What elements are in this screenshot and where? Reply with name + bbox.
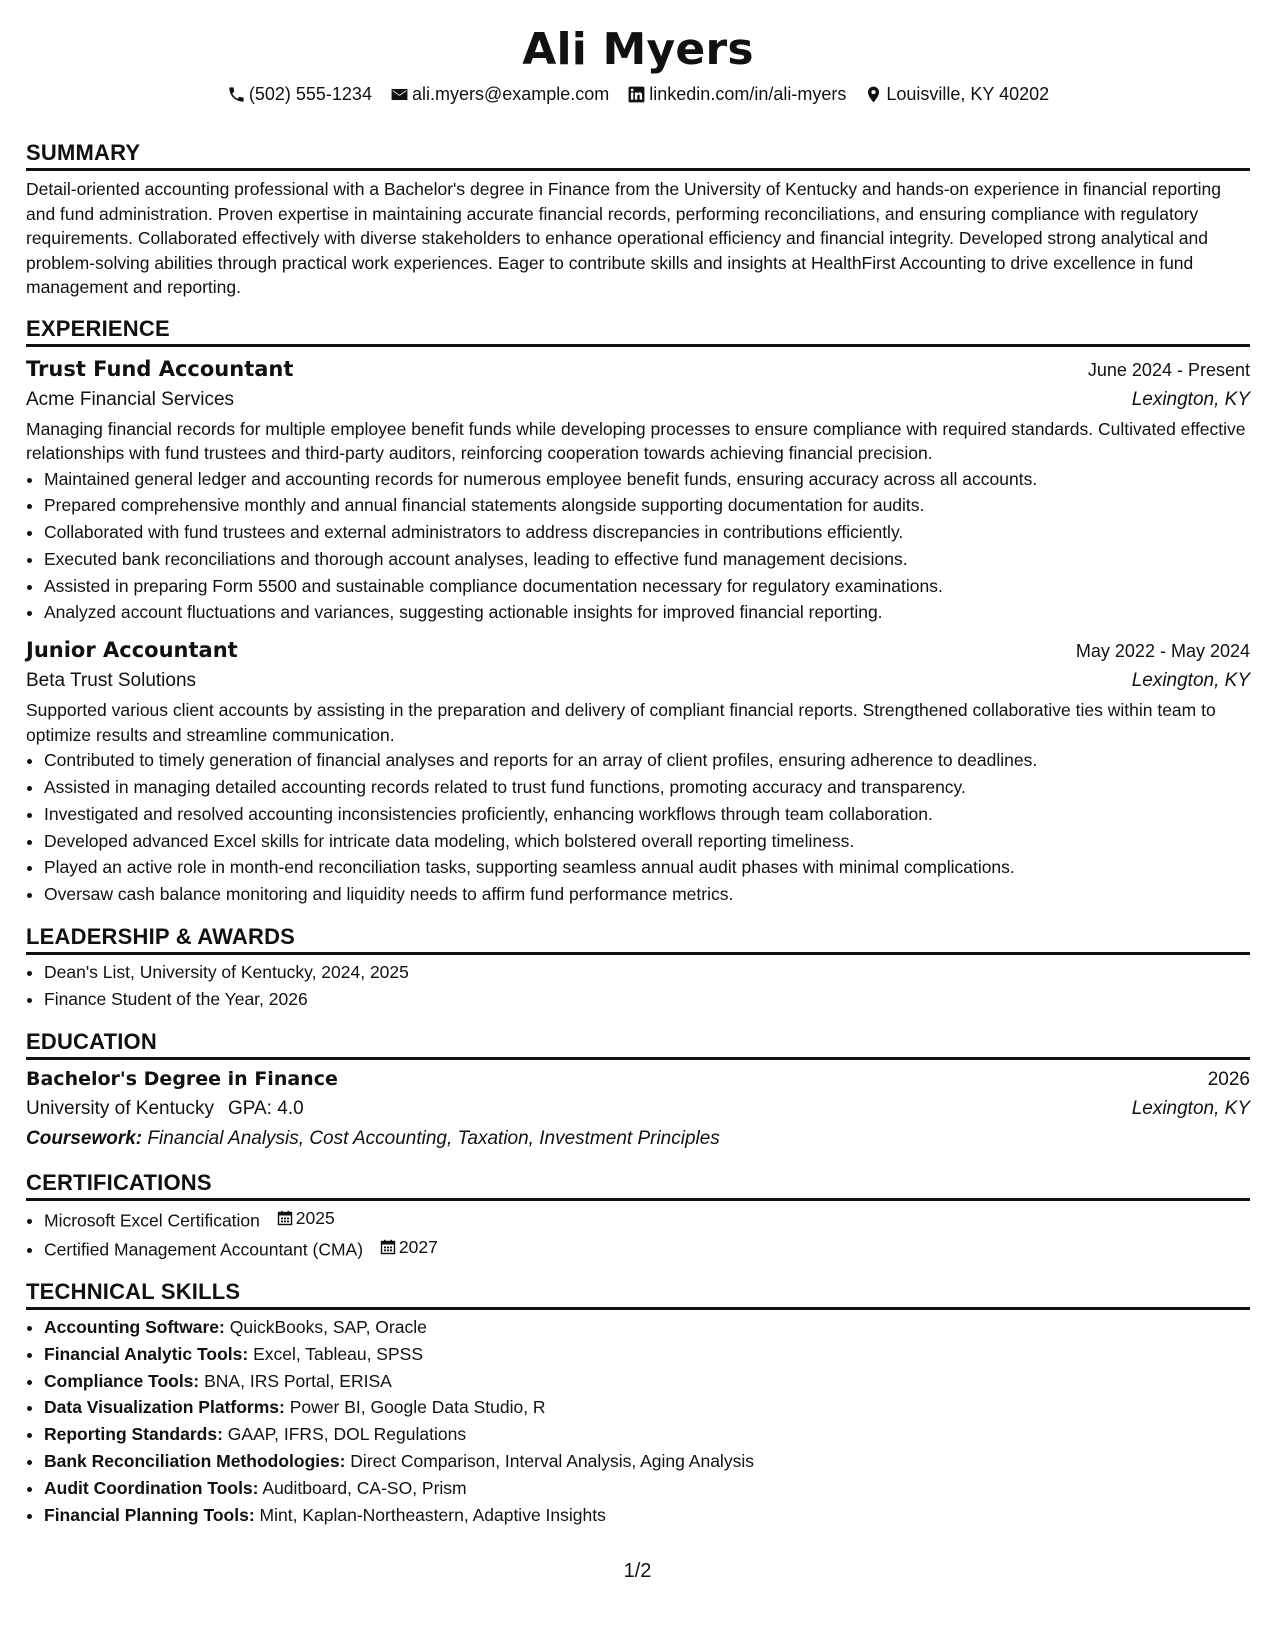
job-bullets	[26, 466, 1250, 627]
contact-location	[864, 84, 1049, 105]
list-item: • Assisted in managing detailed accounting records related to trust fund functions, promoting accuracy and transparency.	[44, 774, 1250, 801]
school-line	[26, 1094, 304, 1124]
page-number: 1/2	[623, 1560, 652, 1582]
list-item	[44, 1502, 1250, 1529]
cert-year-text: 2025	[295, 1207, 335, 1228]
job-dates: June 2024 - Present	[1087, 359, 1250, 380]
list-item: • Developed advanced Excel skills for intricate data modeling, which bolstered overall reporting timeliness.	[44, 828, 1250, 855]
job-description: Managing financial records for multiple employee benefit funds while developing processes to ensure compliance with required standards. Cultivated effective relationships with fund trustees and third-party auditors, reinforcing cooperation towards achieving financial precision.	[26, 418, 1246, 463]
job-dates: May 2022 - May 2024	[1075, 641, 1250, 662]
section-title: CERTIFICATIONS	[26, 1168, 1250, 1201]
job-bullets	[26, 747, 1250, 908]
calendar-icon	[380, 1239, 396, 1255]
job-entry	[26, 353, 1250, 627]
email-text: ali.myers@example.com	[411, 83, 610, 104]
skill-value: Excel, Tableau, SPSS	[253, 1343, 423, 1364]
skills-list	[26, 1314, 1250, 1528]
degree-year: 2026	[1207, 1068, 1250, 1090]
job-header-row	[26, 353, 1250, 385]
list-item: • Played an active role in month-end reconciliation tasks, supporting seamless annual audit phases with minimal complications.	[44, 854, 1250, 881]
coursework-text: Financial Analysis, Cost Accounting, Taxation, Investment Principles	[147, 1127, 720, 1149]
list-item: • Contributed to timely generation of financial analyses and reports for an array of client profiles, ensuring adherence to deadlines.	[44, 747, 1250, 774]
school-location: Lexington, KY	[1131, 1097, 1250, 1119]
list-item: • Finance Student of the Year, 2026	[44, 986, 1250, 1013]
job-company: Beta Trust Solutions	[26, 670, 197, 692]
education-header-row	[26, 1064, 1250, 1094]
job-description: Supported various client accounts by assisting in the preparation and delivery of compliant financial reports. Strengthened collaborative ties within team to optimize results and streamline communication.	[26, 700, 1216, 745]
skill-label: Reporting Standards:	[44, 1424, 223, 1445]
job-location: Lexington, KY	[1131, 670, 1250, 692]
job-title: Junior Accountant	[26, 638, 238, 663]
list-item: • Executed bank reconciliations and thorough account analyses, leading to effective fund management decisions.	[44, 546, 1250, 573]
list-item	[44, 1341, 1250, 1368]
cert-year-text: 2027	[398, 1236, 438, 1257]
experience-section	[26, 314, 1250, 909]
phone-text: (502) 555-1234	[248, 83, 372, 104]
cert-name: Certified Management Accountant (CMA)	[44, 1239, 364, 1260]
skill-value: GAAP, IFRS, DOL Regulations	[227, 1424, 467, 1445]
skill-label: Data Visualization Platforms:	[44, 1397, 285, 1418]
list-item: • Oversaw cash balance monitoring and liquidity needs to affirm fund performance metrics.	[44, 881, 1250, 908]
section-title: LEADERSHIP & AWARDS	[26, 922, 1250, 955]
list-item: • Investigated and resolved accounting inconsistencies proficiently, enhancing workflows through team collaboration.	[44, 801, 1250, 828]
linkedin-icon	[627, 85, 646, 104]
skill-value: Direct Comparison, Interval Analysis, Aging Analysis	[350, 1451, 754, 1472]
contact-phone	[227, 84, 372, 105]
section-title: TECHNICAL SKILLS	[26, 1277, 1250, 1310]
skill-value: Power BI, Google Data Studio, R	[289, 1397, 546, 1418]
education-school-row	[26, 1094, 1250, 1124]
list-item	[44, 1475, 1250, 1502]
list-item: • Analyzed account fluctuations and variances, suggesting actionable insights for improved financial reporting.	[44, 599, 1250, 626]
cert-year	[277, 1205, 335, 1232]
skill-label: Accounting Software:	[44, 1317, 225, 1338]
skill-value: BNA, IRS Portal, ERISA	[204, 1370, 392, 1391]
coursework-label: Coursework:	[26, 1127, 143, 1149]
cert-year	[380, 1234, 438, 1261]
list-item	[44, 1448, 1250, 1475]
list-item	[44, 1205, 1250, 1234]
leadership-list	[26, 959, 1250, 1013]
list-item: • Prepared comprehensive monthly and annual financial statements alongside supporting documentation for audits.	[44, 492, 1250, 519]
section-title: EXPERIENCE	[26, 314, 1250, 347]
summary-text: Detail-oriented accounting professional with a Bachelor's degree in Finance from the University of Kentucky and hands-on experience in financial reporting and fund administration. Proven expertise in maintaining accurate financial records, performing reconciliations, and ensuring compliance with regulatory requirements. Collaborated effectively with diverse stakeholders to enhance operational efficiency and financial integrity. Developed strong analytical and problem-solving abilities through practical work experiences. Eager to contribute skills and insights at HealthFirst Accounting to drive excellence in fund management and reporting.	[26, 179, 1221, 297]
job-company: Acme Financial Services	[26, 388, 235, 410]
skill-label: Compliance Tools:	[44, 1370, 200, 1391]
job-company-row	[26, 385, 1250, 415]
list-item	[44, 1421, 1250, 1448]
list-item	[44, 1394, 1250, 1421]
list-item: • Assisted in preparing Form 5500 and sustainable compliance documentation necessary for regulatory examinations.	[44, 573, 1250, 600]
job-location: Lexington, KY	[1131, 388, 1250, 410]
certifications-section	[26, 1168, 1250, 1263]
skills-section	[26, 1277, 1250, 1528]
candidate-name: Ali Myers	[522, 24, 754, 75]
skill-label: Financial Analytic Tools:	[44, 1343, 249, 1364]
section-title: EDUCATION	[26, 1027, 1250, 1060]
job-company-row	[26, 666, 1250, 696]
degree-title: Bachelor's Degree in Finance	[26, 1067, 338, 1090]
list-item	[44, 1314, 1250, 1341]
list-item: • Collaborated with fund trustees and external administrators to address discrepancies in contributions efficiently.	[44, 519, 1250, 546]
job-entry	[26, 634, 1250, 908]
leadership-section	[26, 922, 1250, 1013]
list-item: • Maintained general ledger and accounting records for numerous employee benefit funds, ensuring accuracy across all accounts.	[44, 466, 1250, 493]
school-name: University of Kentucky	[26, 1097, 214, 1119]
job-header-row	[26, 634, 1250, 666]
coursework-line	[26, 1124, 1250, 1154]
contact-email[interactable]	[390, 84, 609, 105]
job-title: Trust Fund Accountant	[26, 356, 294, 381]
contact-linkedin[interactable]	[627, 84, 846, 105]
list-item	[44, 1368, 1250, 1395]
list-item: • Dean's List, University of Kentucky, 2024, 2025	[44, 959, 1250, 986]
education-section	[26, 1027, 1250, 1154]
cert-name: Microsoft Excel Certification	[44, 1210, 260, 1231]
envelope-icon	[390, 85, 409, 104]
section-title: SUMMARY	[26, 138, 1250, 171]
skill-label: Bank Reconciliation Methodologies:	[44, 1451, 346, 1472]
skill-label: Financial Planning Tools:	[44, 1504, 255, 1525]
list-item	[44, 1234, 1250, 1263]
gpa: GPA: 4.0	[227, 1097, 304, 1119]
calendar-icon	[277, 1210, 293, 1226]
phone-icon	[227, 85, 246, 104]
summary-section	[26, 138, 1250, 300]
skill-value: Mint, Kaplan-Northeastern, Adaptive Insights	[259, 1504, 606, 1525]
certifications-list	[26, 1205, 1250, 1263]
map-marker-icon	[864, 85, 883, 104]
skill-label: Audit Coordination Tools:	[44, 1477, 259, 1498]
resume-page	[26, 0, 1250, 1528]
skill-value: QuickBooks, SAP, Oracle	[229, 1317, 427, 1338]
contact-bar	[26, 80, 1250, 108]
location-text: Louisville, KY 40202	[886, 83, 1050, 104]
skill-value: Auditboard, CA-SO, Prism	[262, 1477, 467, 1498]
linkedin-text: linkedin.com/in/ali-myers	[649, 83, 847, 104]
